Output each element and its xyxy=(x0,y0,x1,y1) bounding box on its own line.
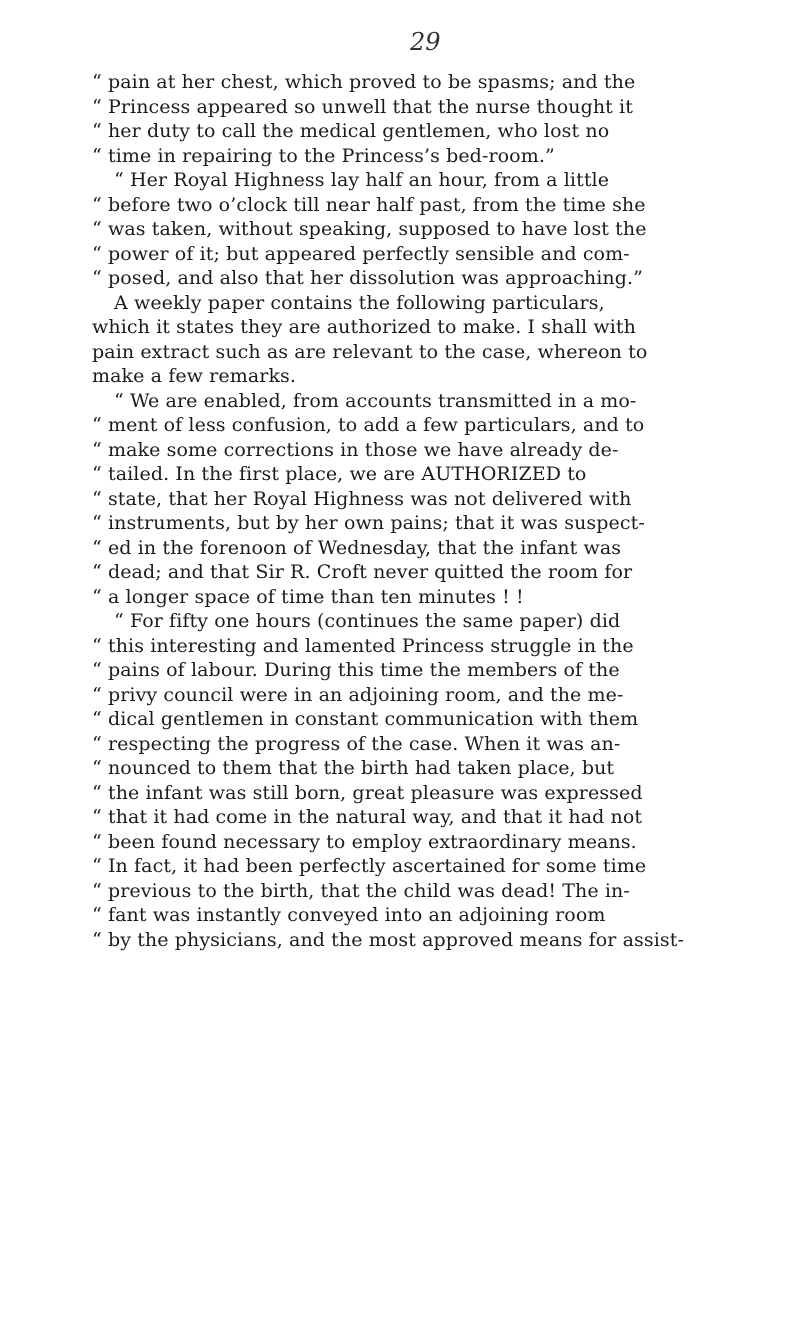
text-block xyxy=(92,70,732,952)
text-line: “ her duty to call the medical gentlemen, who lost no xyxy=(92,120,610,142)
text-line: “ posed, and also that her dissolution was approaching.” xyxy=(92,267,643,289)
text-line: make a few remarks. xyxy=(92,365,297,387)
text-line: “ nounced to them that the birth had taken place, but xyxy=(92,757,615,779)
text-line: “ dead; and that Sir R. Croft never quitted the room for xyxy=(92,561,633,583)
text-line: “ by the physicians, and the most approved means for assist- xyxy=(92,928,684,951)
text-line: “ dical gentlemen in constant communication with them xyxy=(92,708,639,730)
text-line: which it states they are authorized to make. I shall with xyxy=(92,316,636,338)
page-number: 29 xyxy=(410,28,441,56)
text-line: “ state, that her Royal Highness was not delivered with xyxy=(92,487,632,510)
text-line: “ this interesting and lamented Princess struggle in the xyxy=(92,634,634,657)
text-line: “ We are enabled, from accounts transmitted in a mo- xyxy=(114,389,637,412)
text-line: “ fant was instantly conveyed into an adjoining room xyxy=(92,904,606,926)
text-line: “ ed in the forenoon of Wednesday, that the infant was xyxy=(92,536,622,559)
text-line: “ was taken, without speaking, supposed to have lost the xyxy=(92,218,647,240)
text-line: “ instruments, but by her own pains; that it was suspect- xyxy=(92,512,645,534)
text-line: “ been found necessary to employ extraordinary means. xyxy=(92,830,637,853)
text-line: “ power of it; but appeared perfectly sensible and com- xyxy=(92,242,630,265)
text-line: “ pain at her chest, which proved to be spasms; and the xyxy=(92,71,636,93)
text-line: “ pains of labour. During this time the members of the xyxy=(92,659,620,681)
text-line: “ privy council were in an adjoining room, and the me- xyxy=(92,683,624,706)
text-line: “ For fifty one hours (continues the same paper) did xyxy=(114,610,621,632)
text-line: “ ment of less confusion, to add a few particulars, and to xyxy=(92,414,645,436)
text-line: “ In fact, it had been perfectly ascertained for some time xyxy=(92,855,647,877)
text-line: “ that it had come in the natural way, and that it had not xyxy=(92,806,643,828)
text-line: “ make some corrections in those we have already de- xyxy=(92,438,619,461)
text-line: “ before two o’clock till near half past, from the time she xyxy=(92,193,646,216)
text-line: A weekly paper contains the following particulars, xyxy=(114,291,605,314)
text-line: “ Princess appeared so unwell that the nurse thought it xyxy=(92,95,633,118)
text-line: “ time in repairing to the Princess’s bed-room.” xyxy=(92,144,555,167)
text-line: “ tailed. In the first place, we are AUTHORIZED to xyxy=(92,463,587,485)
text-line: “ respecting the progress of the case. When it was an- xyxy=(92,732,621,755)
text-line: “ the infant was still born, great pleasure was expressed xyxy=(92,781,643,804)
text-line: “ Her Royal Highness lay half an hour, from a little xyxy=(114,169,610,191)
text-line: “ previous to the birth, that the child was dead! The in- xyxy=(92,879,630,902)
text-line: “ a longer space of time than ten minutes ! ! xyxy=(92,585,524,608)
text-line: pain extract such as are relevant to the case, whereon to xyxy=(92,340,648,363)
